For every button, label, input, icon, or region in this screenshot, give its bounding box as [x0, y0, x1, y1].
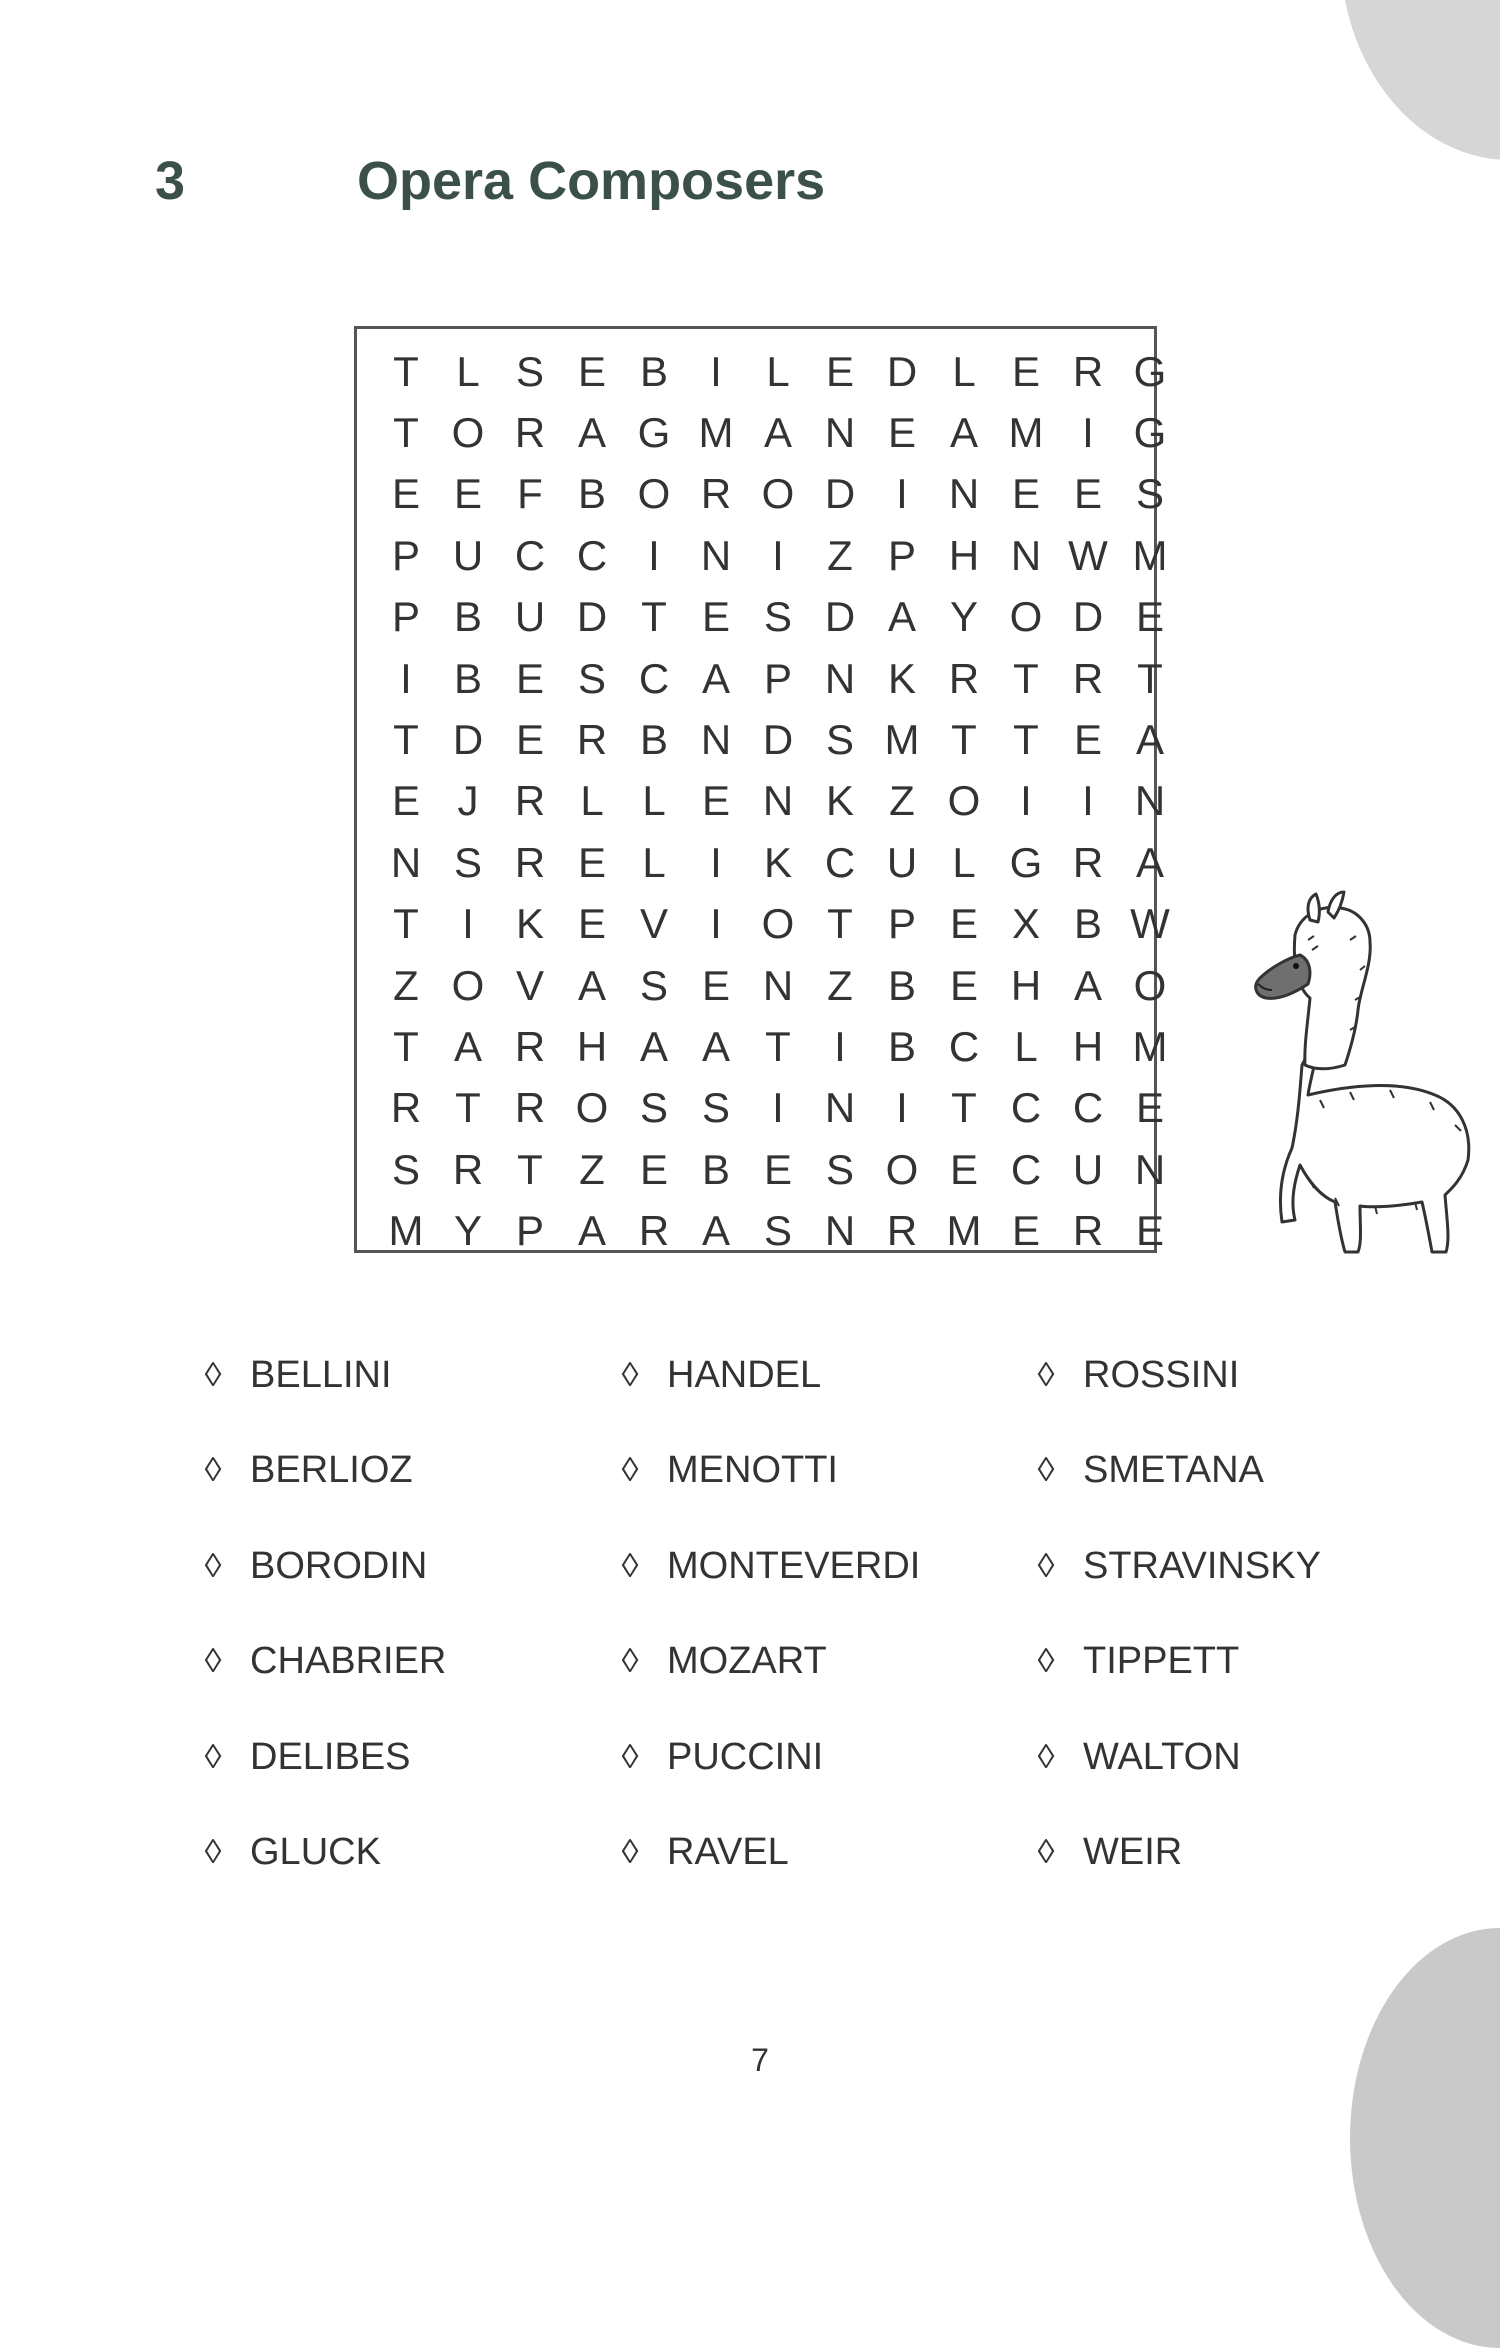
word-label: ROSSINI — [1083, 1353, 1240, 1396]
grid-cell[interactable]: A — [1135, 838, 1164, 886]
diamond-bullet-icon: ◊ — [1037, 1737, 1055, 1776]
grid-cell[interactable]: R — [514, 1084, 546, 1132]
grid-cell[interactable]: E — [577, 900, 606, 948]
grid-cell[interactable]: E — [639, 1145, 668, 1193]
grid-cell[interactable]: K — [825, 777, 854, 825]
grid-cell[interactable]: T — [1013, 716, 1039, 764]
grid-cell[interactable]: E — [577, 347, 606, 395]
grid-cell[interactable]: N — [1010, 531, 1042, 579]
grid-cell[interactable]: S — [763, 1207, 792, 1255]
grid-cell[interactable]: N — [1134, 777, 1166, 825]
grid-cell[interactable]: W — [1130, 900, 1170, 948]
grid-cell[interactable]: E — [825, 347, 854, 395]
grid-cell[interactable]: E — [391, 777, 420, 825]
word-label: MENOTTI — [667, 1449, 838, 1491]
diamond-bullet-icon: ◊ — [1037, 1355, 1055, 1394]
word-list-item — [1033, 1345, 1400, 1405]
grid-cell[interactable]: O — [1009, 593, 1043, 641]
grid-cell[interactable]: E — [577, 838, 606, 886]
word-list-item — [200, 1823, 617, 1883]
grid-cell[interactable]: U — [886, 838, 918, 886]
page-number: 7 — [751, 2042, 769, 2078]
grid-cell[interactable]: A — [1073, 961, 1102, 1009]
word-list-item — [617, 1823, 1033, 1883]
grid-cell[interactable]: P — [887, 531, 916, 579]
word-list — [200, 1345, 1400, 1918]
grid-cell[interactable]: L — [952, 838, 976, 886]
grid-cell[interactable]: R — [1072, 838, 1104, 886]
grid-cell[interactable]: C — [824, 838, 856, 886]
grid-cell[interactable]: A — [701, 654, 730, 702]
grid-cell[interactable]: R — [948, 654, 980, 702]
grid-cell[interactable]: A — [453, 1022, 482, 1070]
grid-cell[interactable]: N — [948, 470, 980, 518]
grid-cell[interactable]: O — [761, 470, 795, 518]
grid-cell[interactable]: S — [1135, 470, 1164, 518]
word-label: GLUCK — [250, 1831, 381, 1873]
word-list-item — [1033, 1441, 1400, 1501]
word-label: HANDEL — [667, 1353, 822, 1396]
page-corner-shadow-bottom — [1350, 1928, 1500, 2348]
grid-cell[interactable]: T — [765, 1022, 791, 1070]
word-list-item — [200, 1727, 617, 1787]
grid-cell[interactable]: Z — [827, 531, 853, 579]
grid-cell[interactable]: T — [393, 409, 419, 457]
grid-cell[interactable]: H — [576, 1022, 608, 1070]
grid-cell[interactable]: L — [952, 347, 976, 395]
grid-cell[interactable]: Y — [949, 593, 978, 641]
grid-cell[interactable]: R — [700, 470, 732, 518]
grid-cell[interactable]: I — [1082, 409, 1094, 457]
grid-cell[interactable]: N — [762, 961, 794, 1009]
diamond-bullet-icon: ◊ — [621, 1451, 639, 1489]
grid-cell[interactable]: S — [701, 1084, 730, 1132]
grid-cell[interactable]: A — [701, 1022, 730, 1070]
grid-cell[interactable]: A — [639, 1022, 668, 1070]
diamond-bullet-icon: ◊ — [1037, 1833, 1055, 1871]
grid-cell[interactable]: D — [452, 716, 484, 764]
word-label: RAVEL — [667, 1831, 789, 1873]
grid-cell[interactable]: E — [391, 470, 420, 518]
grid-cell[interactable]: D — [1072, 593, 1104, 641]
word-list-item — [200, 1632, 617, 1692]
diamond-bullet-icon: ◊ — [621, 1355, 639, 1394]
word-label: TIPPETT — [1083, 1640, 1240, 1682]
grid-cell[interactable]: R — [886, 1207, 918, 1255]
grid-cell[interactable]: C — [1010, 1084, 1042, 1132]
grid-cell[interactable]: Z — [579, 1145, 605, 1193]
grid-cell[interactable]: S — [453, 838, 482, 886]
grid-cell[interactable]: L — [580, 777, 604, 825]
word-search-grid-frame — [354, 326, 1170, 1255]
grid-cell[interactable]: S — [825, 716, 854, 764]
grid-cell[interactable]: S — [577, 654, 606, 702]
grid-cell[interactable]: H — [948, 531, 980, 579]
grid-cell[interactable]: C — [638, 654, 670, 702]
grid-cell[interactable]: D — [576, 593, 608, 641]
grid-cell[interactable]: E — [453, 470, 482, 518]
word-list-item — [617, 1632, 1033, 1692]
word-label: CHABRIER — [250, 1640, 447, 1682]
diamond-bullet-icon: ◊ — [1037, 1451, 1055, 1489]
grid-cell[interactable]: G — [1009, 838, 1043, 886]
grid-cell[interactable]: P — [515, 1207, 544, 1255]
grid-cell[interactable]: I — [710, 838, 722, 886]
diamond-bullet-icon: ◊ — [204, 1737, 222, 1776]
grid-cell[interactable]: N — [390, 838, 422, 886]
word-label: BELLINI — [250, 1353, 392, 1396]
grid-cell[interactable]: S — [763, 593, 792, 641]
word-list-item — [200, 1345, 617, 1405]
diamond-bullet-icon: ◊ — [621, 1833, 639, 1871]
grid-cell[interactable]: E — [1011, 347, 1040, 395]
grid-cell[interactable]: E — [515, 654, 544, 702]
grid-cell[interactable]: T — [393, 1022, 419, 1070]
grid-cell[interactable]: L — [456, 347, 480, 395]
grid-cell[interactable]: R — [514, 838, 546, 886]
grid-cell[interactable]: E — [1135, 1207, 1164, 1255]
grid-cell[interactable]: T — [951, 716, 977, 764]
grid-cell[interactable]: O — [451, 961, 485, 1009]
grid-cell[interactable]: K — [887, 654, 916, 702]
grid-cell[interactable]: A — [577, 1207, 606, 1255]
grid-cell[interactable]: M — [946, 1207, 982, 1255]
grid-cell[interactable]: C — [514, 531, 546, 579]
grid-cell[interactable]: T — [517, 1145, 543, 1193]
grid-cell[interactable]: S — [825, 1145, 854, 1193]
grid-cell[interactable]: G — [637, 409, 671, 457]
grid-cell[interactable]: E — [1073, 716, 1102, 764]
grid-cell[interactable]: M — [1132, 1022, 1168, 1070]
diamond-bullet-icon: ◊ — [1037, 1546, 1055, 1585]
grid-cell[interactable]: E — [701, 961, 730, 1009]
grid-cell[interactable]: I — [1082, 777, 1094, 825]
grid-cell[interactable]: E — [1073, 470, 1102, 518]
grid-cell[interactable]: M — [388, 1207, 424, 1255]
grid-cell[interactable]: D — [824, 593, 856, 641]
grid-cell[interactable]: N — [700, 531, 732, 579]
grid-cell[interactable]: R — [638, 1207, 670, 1255]
grid-cell[interactable]: T — [641, 593, 667, 641]
grid-cell[interactable]: R — [514, 409, 546, 457]
grid-cell[interactable]: Z — [393, 961, 419, 1009]
grid-cell[interactable]: I — [710, 900, 722, 948]
grid-cell[interactable]: I — [400, 654, 412, 702]
word-label: WEIR — [1083, 1831, 1183, 1873]
grid-cell[interactable]: N — [824, 409, 856, 457]
grid-cell[interactable]: T — [393, 900, 419, 948]
diamond-bullet-icon: ◊ — [1037, 1642, 1055, 1680]
grid-cell[interactable]: Z — [827, 961, 853, 1009]
grid-cell[interactable]: X — [1011, 900, 1040, 948]
grid-cell[interactable]: O — [885, 1145, 919, 1193]
grid-cell[interactable]: I — [1020, 777, 1032, 825]
grid-cell[interactable]: O — [761, 900, 795, 948]
diamond-bullet-icon: ◊ — [204, 1355, 222, 1394]
word-search-grid — [375, 341, 1181, 1262]
grid-cell[interactable]: I — [834, 1022, 846, 1070]
grid-cell[interactable]: M — [884, 716, 920, 764]
word-list-item — [617, 1536, 1033, 1596]
grid-cell[interactable]: R — [1072, 654, 1104, 702]
grid-cell[interactable]: D — [824, 470, 856, 518]
grid-cell[interactable]: R — [452, 1145, 484, 1193]
grid-cell[interactable]: O — [1133, 961, 1167, 1009]
grid-cell[interactable]: T — [1137, 654, 1163, 702]
word-list-item — [1033, 1727, 1400, 1787]
grid-cell[interactable]: U — [452, 531, 484, 579]
grid-cell[interactable]: W — [1068, 531, 1108, 579]
word-label: STRAVINSKY — [1083, 1544, 1321, 1587]
grid-cell[interactable]: R — [576, 716, 608, 764]
word-label: MONTEVERDI — [667, 1544, 921, 1587]
grid-cell[interactable]: R — [390, 1084, 422, 1132]
diamond-bullet-icon: ◊ — [621, 1642, 639, 1680]
word-list-item — [617, 1727, 1033, 1787]
grid-cell[interactable]: E — [763, 1145, 792, 1193]
grid-cell[interactable]: M — [1132, 531, 1168, 579]
grid-cell[interactable]: A — [949, 409, 978, 457]
diamond-bullet-icon: ◊ — [204, 1642, 222, 1680]
grid-cell[interactable]: R — [1072, 1207, 1104, 1255]
grid-cell[interactable]: G — [1133, 347, 1167, 395]
grid-cell[interactable]: E — [1135, 593, 1164, 641]
grid-cell[interactable]: S — [515, 347, 544, 395]
grid-cell[interactable]: A — [887, 593, 916, 641]
diamond-bullet-icon: ◊ — [204, 1451, 222, 1489]
grid-cell[interactable]: A — [701, 1207, 730, 1255]
puzzle-title: Opera Composers — [357, 151, 826, 211]
grid-cell[interactable]: E — [1011, 470, 1040, 518]
grid-cell[interactable]: T — [393, 347, 419, 395]
word-list-item — [617, 1345, 1033, 1405]
grid-cell[interactable]: D — [762, 716, 794, 764]
grid-cell[interactable]: N — [700, 716, 732, 764]
grid-cell[interactable]: H — [1072, 1022, 1104, 1070]
word-label: BORODIN — [250, 1544, 428, 1587]
grid-cell[interactable]: A — [763, 409, 792, 457]
grid-cell[interactable]: E — [515, 716, 544, 764]
grid-cell[interactable]: T — [393, 716, 419, 764]
grid-cell[interactable]: R — [1072, 347, 1104, 395]
grid-cell[interactable]: N — [824, 1084, 856, 1132]
grid-cell[interactable]: E — [949, 961, 978, 1009]
page-corner-shadow-top — [1340, 0, 1500, 160]
grid-cell[interactable]: R — [514, 1022, 546, 1070]
grid-cell[interactable]: P — [763, 654, 792, 702]
grid-cell[interactable]: G — [1133, 409, 1167, 457]
grid-cell[interactable]: S — [391, 1145, 420, 1193]
grid-cell[interactable]: I — [462, 900, 474, 948]
grid-cell[interactable]: Z — [889, 777, 915, 825]
grid-cell[interactable]: D — [886, 347, 918, 395]
word-label: DELIBES — [250, 1735, 411, 1778]
grid-cell[interactable]: O — [947, 777, 981, 825]
grid-cell[interactable]: N — [1134, 1145, 1166, 1193]
word-list-item — [1033, 1632, 1400, 1692]
grid-cell[interactable]: I — [772, 531, 784, 579]
grid-cell[interactable]: V — [639, 900, 668, 948]
grid-cell[interactable]: L — [642, 838, 666, 886]
grid-cell[interactable]: T — [455, 1084, 481, 1132]
grid-cell[interactable]: O — [575, 1084, 609, 1132]
grid-cell[interactable]: B — [639, 347, 668, 395]
grid-cell[interactable]: S — [639, 961, 668, 1009]
grid-cell[interactable]: I — [710, 347, 722, 395]
grid-cell[interactable]: F — [517, 470, 543, 518]
grid-cell[interactable]: V — [515, 961, 544, 1009]
grid-cell[interactable]: O — [637, 470, 671, 518]
grid-cell[interactable]: C — [1072, 1084, 1104, 1132]
grid-cell[interactable]: U — [1072, 1145, 1104, 1193]
grid-cell[interactable]: K — [763, 838, 792, 886]
grid-cell[interactable]: P — [391, 531, 420, 579]
grid-cell[interactable]: I — [896, 470, 908, 518]
grid-cell[interactable]: I — [648, 531, 660, 579]
diamond-bullet-icon: ◊ — [204, 1546, 222, 1585]
llama-illustration — [1200, 880, 1480, 1260]
diamond-bullet-icon: ◊ — [204, 1833, 222, 1871]
grid-cell[interactable]: I — [772, 1084, 784, 1132]
grid-cell[interactable]: N — [762, 777, 794, 825]
word-list-item — [1033, 1536, 1400, 1596]
word-label: MOZART — [667, 1640, 827, 1682]
grid-cell[interactable]: B — [453, 593, 482, 641]
grid-cell[interactable]: E — [701, 593, 730, 641]
word-label: SMETANA — [1083, 1449, 1264, 1491]
grid-cell[interactable]: L — [766, 347, 790, 395]
word-label: BERLIOZ — [250, 1449, 413, 1491]
grid-cell[interactable]: T — [827, 900, 853, 948]
grid-cell[interactable]: B — [701, 1145, 730, 1193]
grid-cell[interactable]: C — [1010, 1145, 1042, 1193]
diamond-bullet-icon: ◊ — [621, 1546, 639, 1585]
puzzle-number: 3 — [155, 151, 186, 211]
grid-cell[interactable]: A — [577, 409, 606, 457]
grid-cell[interactable]: N — [824, 654, 856, 702]
grid-cell[interactable]: M — [1008, 409, 1044, 457]
grid-cell[interactable]: H — [1010, 961, 1042, 1009]
grid-cell[interactable]: N — [824, 1207, 856, 1255]
grid-cell[interactable]: B — [577, 470, 606, 518]
word-list-item — [617, 1441, 1033, 1501]
grid-cell[interactable]: U — [514, 593, 546, 641]
grid-cell[interactable]: B — [887, 961, 916, 1009]
grid-cell[interactable]: B — [1073, 900, 1102, 948]
word-label: PUCCINI — [667, 1735, 824, 1778]
grid-cell[interactable]: Y — [453, 1207, 482, 1255]
diamond-bullet-icon: ◊ — [621, 1737, 639, 1776]
word-list-item — [200, 1536, 617, 1596]
grid-cell[interactable]: E — [701, 777, 730, 825]
grid-cell[interactable]: E — [1135, 1084, 1164, 1132]
grid-cell[interactable]: E — [1011, 1207, 1040, 1255]
grid-cell[interactable]: E — [949, 900, 978, 948]
grid-cell[interactable]: C — [576, 531, 608, 579]
grid-cell[interactable]: C — [948, 1022, 980, 1070]
word-list-item — [200, 1441, 617, 1501]
grid-cell[interactable]: K — [515, 900, 544, 948]
grid-cell[interactable]: J — [457, 777, 479, 825]
grid-cell[interactable]: A — [577, 961, 606, 1009]
grid-cell[interactable]: I — [896, 1084, 908, 1132]
word-label: WALTON — [1083, 1735, 1241, 1778]
grid-cell[interactable]: R — [514, 777, 546, 825]
grid-cell[interactable]: E — [887, 409, 916, 457]
grid-cell[interactable]: B — [887, 1022, 916, 1070]
grid-cell[interactable]: O — [451, 409, 485, 457]
grid-cell[interactable]: E — [949, 1145, 978, 1193]
grid-cell[interactable]: T — [951, 1084, 977, 1132]
grid-cell[interactable]: P — [887, 900, 916, 948]
word-list-item — [1033, 1823, 1400, 1883]
grid-cell[interactable]: L — [1014, 1022, 1038, 1070]
grid-cell[interactable]: B — [639, 716, 668, 764]
grid-cell[interactable]: M — [698, 409, 734, 457]
grid-cell[interactable]: T — [1013, 654, 1039, 702]
grid-cell[interactable]: L — [642, 777, 666, 825]
grid-cell[interactable]: S — [639, 1084, 668, 1132]
grid-cell[interactable]: P — [391, 593, 420, 641]
grid-cell[interactable]: B — [453, 654, 482, 702]
grid-cell[interactable]: A — [1135, 716, 1164, 764]
